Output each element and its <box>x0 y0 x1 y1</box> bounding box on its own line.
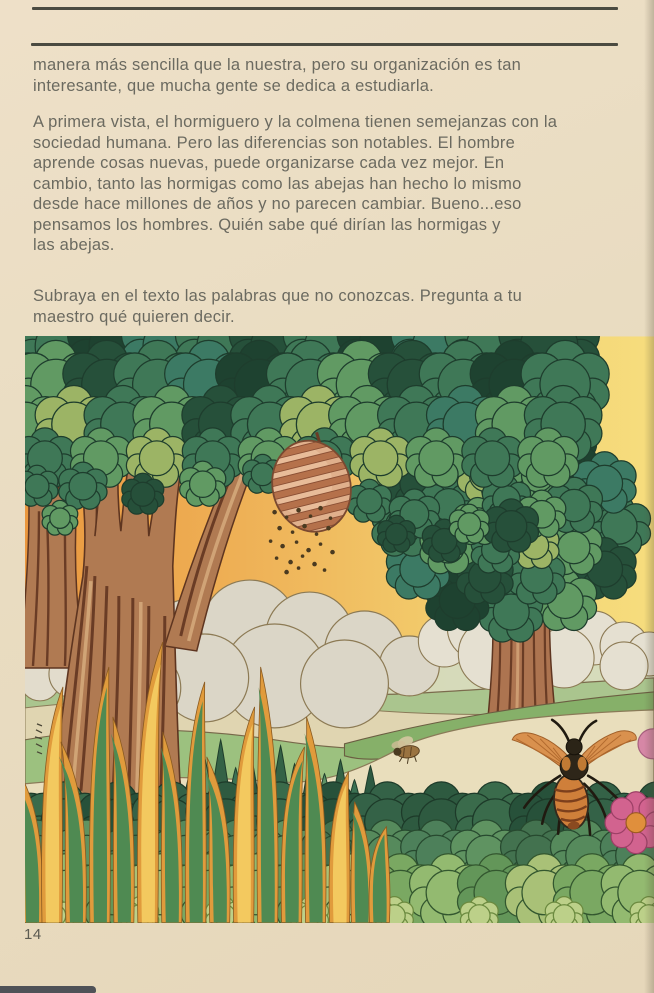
bee-dot <box>291 530 295 534</box>
page-number: 14 <box>24 926 42 943</box>
foliage-cluster <box>122 473 164 514</box>
text-line: las abejas. <box>33 236 115 254</box>
bee-dot <box>297 566 301 570</box>
bee-dot <box>296 508 301 513</box>
bee-dot <box>306 548 311 553</box>
text-line: maestro qué quieren decir. <box>33 307 235 326</box>
bee-dot <box>275 556 279 560</box>
text-line: cambio, tanto las hormigas como las abejas han hecho lo mismo <box>33 174 522 193</box>
foliage-cluster <box>449 504 489 543</box>
text-line: interesante, que mucha gente se dedica a estudiarla. <box>33 76 435 95</box>
bee-dot <box>302 524 307 529</box>
bee-dot <box>288 560 293 565</box>
text-line: aprende cosas nuevas, puede organizarse cada vez mejor. En <box>33 154 505 172</box>
text-line: desde hace millones de años y no parecen cambiar. Bueno...eso <box>33 195 522 213</box>
bee-dot <box>272 510 277 515</box>
scan-edge-artifact <box>0 986 96 993</box>
bee-dot <box>269 539 273 543</box>
text-line: pensamos los hombres. Quién sabe qué dirían las hormigas y <box>33 215 501 234</box>
bee-dot <box>280 544 285 549</box>
illustration <box>25 336 654 923</box>
text-line: Subraya en el texto las palabras que no conozcas. Pregunta a tu <box>33 287 523 305</box>
bee-dot <box>312 562 317 567</box>
bee-dot <box>315 532 319 536</box>
paragraph-2 <box>33 112 557 256</box>
bee-dot <box>295 540 299 544</box>
foliage-cluster <box>42 500 78 535</box>
bee-dot <box>285 515 289 519</box>
bee-dot <box>277 526 282 531</box>
page-curl-shadow <box>644 0 654 993</box>
bee-dot <box>329 516 333 520</box>
horizontal-rule-top <box>32 7 618 10</box>
horizontal-rule-header <box>31 43 618 46</box>
text-line: manera más sencilla que la nuestra, pero su organización es tan <box>33 56 522 74</box>
bee-dot <box>318 506 323 511</box>
bee-dot <box>330 550 335 555</box>
foliage-cluster <box>347 479 391 522</box>
text-line: A primera vista, el hormiguero y la colmena tienen semejanzas con la <box>33 113 558 131</box>
bee-dot <box>323 568 327 572</box>
bee-dot <box>326 526 331 531</box>
bee-dot <box>301 554 305 558</box>
bee-dot <box>309 514 313 518</box>
foliage-cluster <box>378 515 416 552</box>
paragraph-1 <box>33 55 521 96</box>
text-line: sociedad humana. Pero las diferencias son notables. El hombre <box>33 133 516 152</box>
bee-dot <box>319 542 323 546</box>
foliage-cluster <box>180 461 226 506</box>
paragraph-3 <box>33 286 522 327</box>
bee-dot <box>284 570 289 575</box>
